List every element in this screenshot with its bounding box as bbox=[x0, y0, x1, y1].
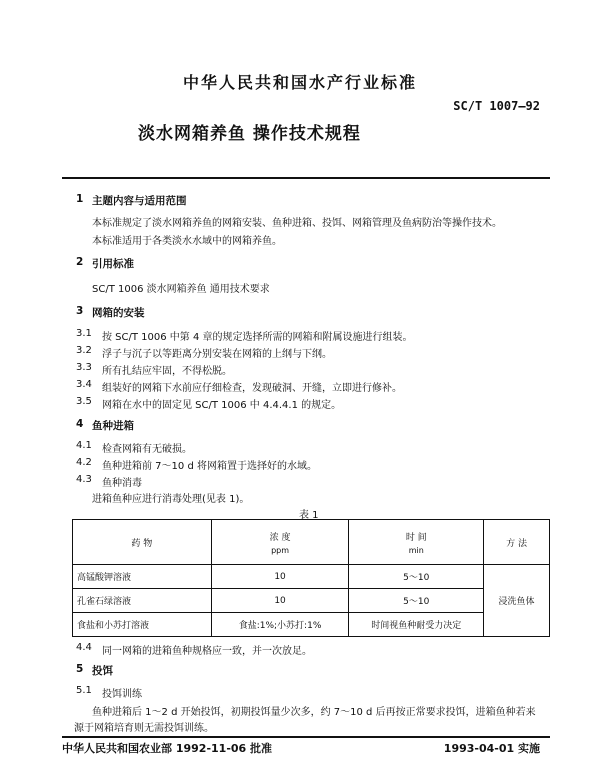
clause-4-3-paragraph: 进箱鱼种应进行消毒处理(见表 1)。 bbox=[92, 494, 250, 505]
clause-3-3-text: 所有扎结应牢固，不得松脱。 bbox=[102, 366, 232, 377]
clause-3-4-number: 3.4 bbox=[76, 379, 92, 390]
section-5-heading: 投饵 bbox=[92, 665, 113, 677]
header-concentration: 浓 度 ppm bbox=[211, 520, 349, 565]
cell-drug: 食盐和小苏打溶液 bbox=[73, 613, 212, 637]
section-1-heading: 主题内容与适用范围 bbox=[92, 195, 187, 207]
approval-line: 中华人民共和国农业部 1992-11-06 批准 bbox=[62, 742, 273, 755]
disinfection-table bbox=[72, 519, 550, 637]
clause-3-1-text: 按 SC/T 1006 中第 4 章的规定选择所需的网箱和附属设施进行组装。 bbox=[102, 332, 413, 343]
section-4-number: 4 bbox=[76, 418, 84, 430]
table-row bbox=[73, 589, 550, 613]
clause-3-4-text: 组装好的网箱下水前应仔细检查，发现破洞、开缝，立即进行修补。 bbox=[102, 383, 402, 394]
clause-4-4-number: 4.4 bbox=[76, 642, 92, 653]
clause-3-2-number: 3.2 bbox=[76, 345, 92, 356]
cell-time: 5～10 bbox=[349, 589, 484, 613]
clause-4-1-text: 检查网箱有无破损。 bbox=[102, 444, 192, 455]
header-concentration-unit: ppm bbox=[271, 545, 290, 555]
document-title: 淡水网箱养鱼 操作技术规程 bbox=[138, 124, 361, 144]
clause-3-5-number: 3.5 bbox=[76, 396, 92, 407]
clause-4-3-number: 4.3 bbox=[76, 474, 92, 485]
cell-drug: 孔雀石绿溶液 bbox=[73, 589, 212, 613]
cell-drug: 高锰酸钾溶液 bbox=[73, 565, 212, 589]
table-caption: 表 1 bbox=[299, 510, 319, 521]
section-2-reference: SC/T 1006 淡水网箱养鱼 通用技术要求 bbox=[92, 284, 270, 295]
clause-4-3-text: 鱼种消毒 bbox=[102, 478, 142, 489]
clause-5-1-paragraph-1: 鱼种进箱后 1～2 d 开始投饵，初期投饵量少次多，约 7～10 d 后再按正常要求投饵，进箱鱼种若来 bbox=[92, 707, 536, 718]
clause-3-1-number: 3.1 bbox=[76, 328, 92, 339]
section-2-heading: 引用标准 bbox=[92, 258, 134, 270]
section-4-heading: 鱼种进箱 bbox=[92, 420, 134, 432]
clause-4-1-number: 4.1 bbox=[76, 440, 92, 451]
clause-3-3-number: 3.3 bbox=[76, 362, 92, 373]
effective-date: 1993-04-01 实施 bbox=[443, 742, 540, 755]
cell-time: 5～10 bbox=[349, 565, 484, 589]
section-1-number: 1 bbox=[76, 193, 84, 205]
clause-5-1-heading: 投饵训练 bbox=[102, 689, 142, 700]
cell-time: 时间视鱼种耐受力决定 bbox=[349, 613, 484, 637]
clause-5-1-number: 5.1 bbox=[76, 685, 92, 696]
cell-concentration: 10 bbox=[211, 565, 349, 589]
header-time-unit: min bbox=[408, 545, 424, 555]
section-2-number: 2 bbox=[76, 256, 84, 268]
cell-concentration: 10 bbox=[211, 589, 349, 613]
cell-concentration: 食盐:1%;小苏打:1% bbox=[211, 613, 349, 637]
section-1-paragraph-2: 本标准适用于各类淡水水域中的网箱养鱼。 bbox=[92, 236, 282, 247]
clause-3-2-text: 浮子与沉子以等距离分别安装在网箱的上纲与下纲。 bbox=[102, 349, 332, 360]
standard-code: SC/T 1007—92 bbox=[453, 99, 540, 113]
section-3-heading: 网箱的安装 bbox=[92, 307, 145, 319]
section-5-number: 5 bbox=[76, 663, 84, 675]
table-header-row bbox=[73, 520, 550, 565]
clause-4-2-text: 鱼种进箱前 7～10 d 将网箱置于选择好的水域。 bbox=[102, 461, 317, 472]
clause-3-5-text: 网箱在水中的固定见 SC/T 1006 中 4.4.4.1 的规定。 bbox=[102, 400, 342, 411]
header-method: 方 法 bbox=[484, 520, 550, 565]
ministry-title: 中华人民共和国水产行业标准 bbox=[182, 73, 417, 92]
section-3-number: 3 bbox=[76, 305, 84, 317]
clause-4-4-text: 同一网箱的进箱鱼种规格应一致，并一次放足。 bbox=[102, 646, 312, 657]
footer-rule bbox=[62, 736, 550, 738]
cell-method: 浸洗鱼体 bbox=[484, 565, 550, 637]
clause-4-2-number: 4.2 bbox=[76, 457, 92, 468]
clause-5-1-paragraph-2: 源于网箱培育则无需投饵训练。 bbox=[74, 723, 214, 734]
header-rule bbox=[62, 177, 550, 179]
header-drug: 药 物 bbox=[73, 520, 212, 565]
table-row bbox=[73, 613, 550, 637]
section-1-paragraph-1: 本标准规定了淡水网箱养鱼的网箱安装、鱼种进箱、投饵、网箱管理及鱼病防治等操作技术。 bbox=[92, 218, 502, 229]
table-row bbox=[73, 565, 550, 589]
header-time: 时 间 min bbox=[349, 520, 484, 565]
